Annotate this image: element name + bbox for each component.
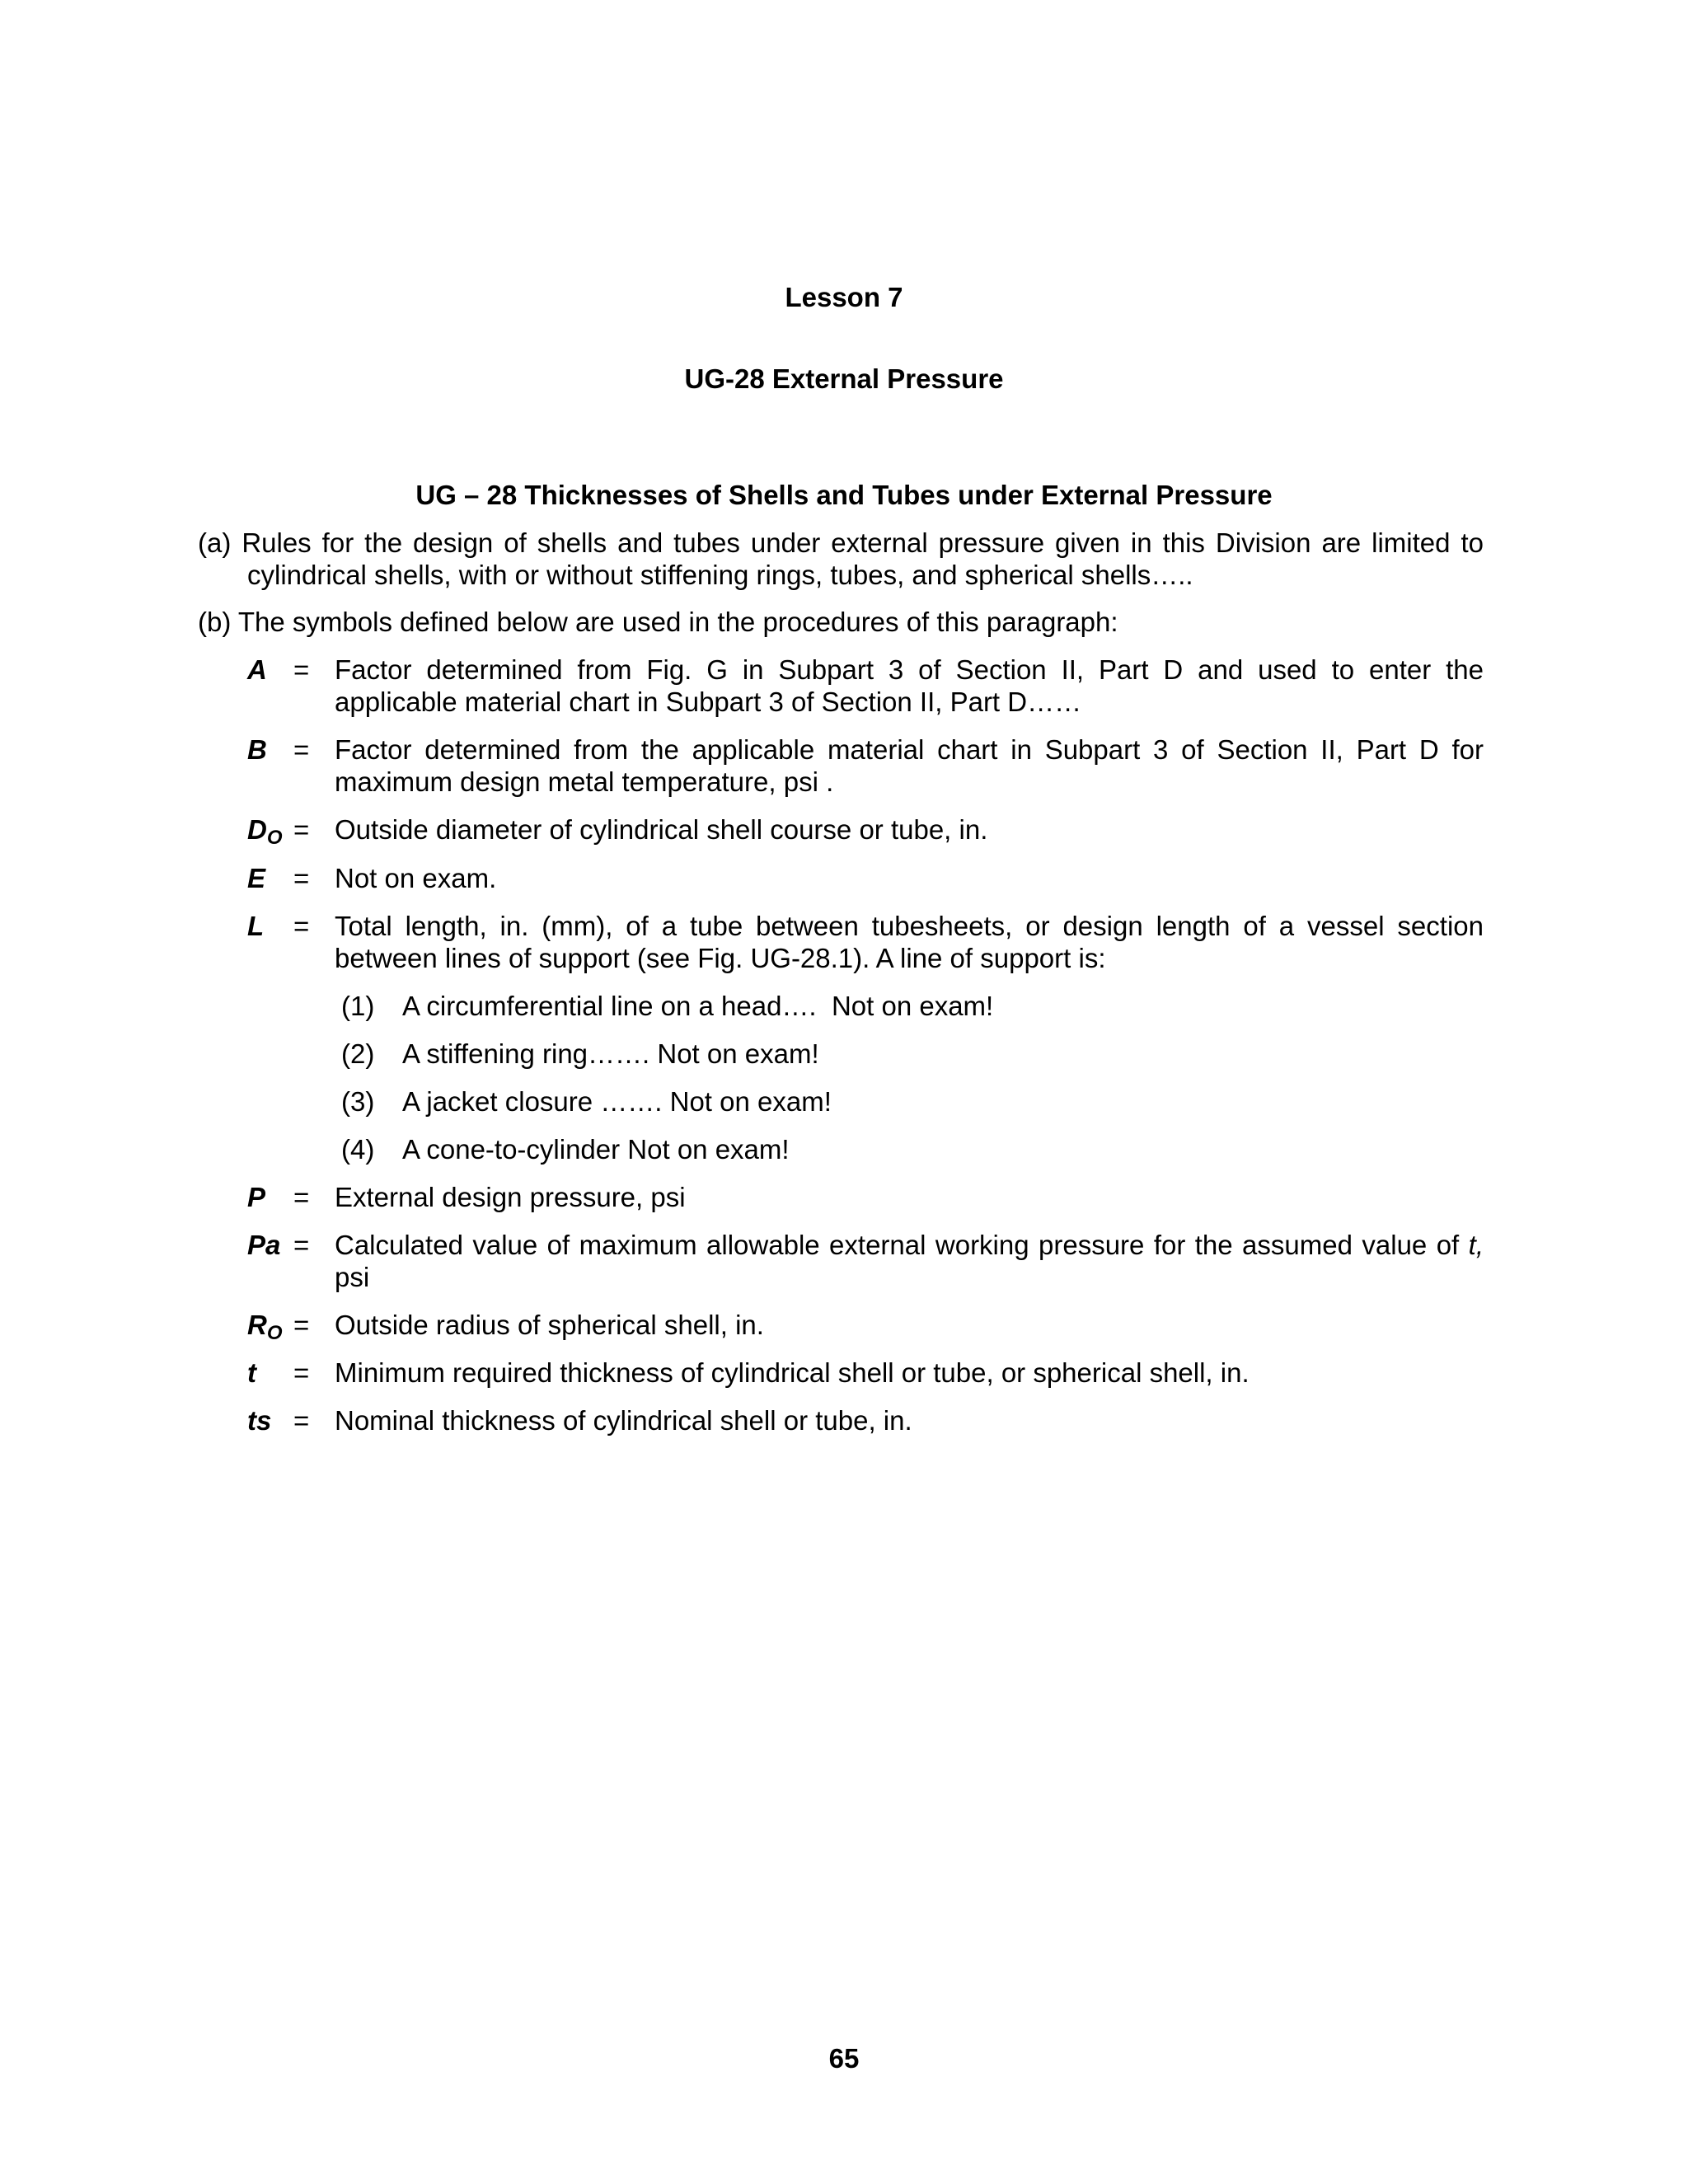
lesson-title: Lesson 7 — [785, 282, 903, 312]
page-number: 65 — [828, 2043, 860, 2074]
subsection-title: UG – 28 Thicknesses of Shells and Tubes under External Pressure — [415, 480, 1273, 510]
support-line-number: (3) — [341, 1086, 375, 1117]
definition-do-text: Outside diameter of cylindrical shell course or tube, in. — [335, 814, 988, 845]
support-line-number: (2) — [341, 1038, 375, 1069]
definition-a-text: Factor determined from Fig. G in Subpart 3 of Section II, Part D and used to enter the applicable material chart in Subpart 3 of Section II, Part D…… — [335, 654, 1484, 717]
symbol-ro: $R_O$ — [247, 1310, 283, 1344]
symbol-p: P — [247, 1182, 266, 1212]
definition-p-text: External design pressure, psi — [335, 1182, 686, 1212]
equals-sign: = — [293, 863, 310, 893]
definition-ts-text: Nominal thickness of cylindrical shell or tube, in. — [335, 1405, 912, 1436]
equals-sign: = — [293, 734, 310, 765]
symbol-do: $D_O$ — [247, 814, 283, 849]
equals-sign: = — [293, 814, 310, 845]
support-line-text: A circumferential line on a head…. Not on exam! — [402, 991, 994, 1021]
symbol-b: B — [247, 734, 267, 765]
symbol-l: L — [247, 911, 265, 941]
definition-e-text: Not on exam. — [335, 863, 497, 893]
equals-sign: = — [293, 1310, 310, 1340]
support-line-text: A stiffening ring……. Not on exam! — [402, 1038, 819, 1069]
definition-l-text: Total length, in. (mm), of a tube between tubesheets, or design length of a vessel section between lines of support (see Fig. UG-28.1). A line of support is: — [335, 911, 1484, 973]
definition-t-text: Minimum required thickness of cylindrical shell or tube, or spherical shell, in. — [335, 1357, 1250, 1388]
support-line-text: A cone-to-cylinder Not on exam! — [402, 1134, 790, 1165]
equals-sign: = — [293, 1405, 310, 1436]
paragraph-a: (a) Rules for the design of shells and tubes under external pressure given in this Division are limited to cylindrical shells, with or without stiffening rings, tubes, and spherical shells….. — [198, 527, 1484, 590]
symbol-t: t — [247, 1357, 256, 1388]
equals-sign: = — [293, 1182, 310, 1212]
section-title: UG-28 External Pressure — [684, 363, 1004, 394]
support-line-text: A jacket closure ……. Not on exam! — [402, 1086, 832, 1117]
definition-ro-text: Outside radius of spherical shell, in. — [335, 1310, 764, 1340]
equals-sign: = — [293, 911, 310, 941]
definition-pa-text: Calculated value of maximum allowable external working pressure for the assumed value of t, psi — [335, 1230, 1484, 1292]
support-line-number: (4) — [341, 1134, 375, 1165]
paragraph-b: (b) The symbols defined below are used in the procedures of this paragraph: — [198, 607, 1118, 637]
definition-b-text: Factor determined from the applicable material chart in Subpart 3 of Section II, Part D for maximum design metal temperature, psi . — [335, 734, 1484, 797]
equals-sign: = — [293, 1230, 310, 1260]
support-line-number: (1) — [341, 991, 375, 1021]
symbol-pa: Pa — [247, 1230, 281, 1260]
equals-sign: = — [293, 1357, 310, 1388]
symbol-a: A — [247, 654, 267, 685]
symbol-ts: ts — [247, 1405, 272, 1436]
symbol-e: E — [247, 863, 266, 893]
equals-sign: = — [293, 654, 310, 685]
